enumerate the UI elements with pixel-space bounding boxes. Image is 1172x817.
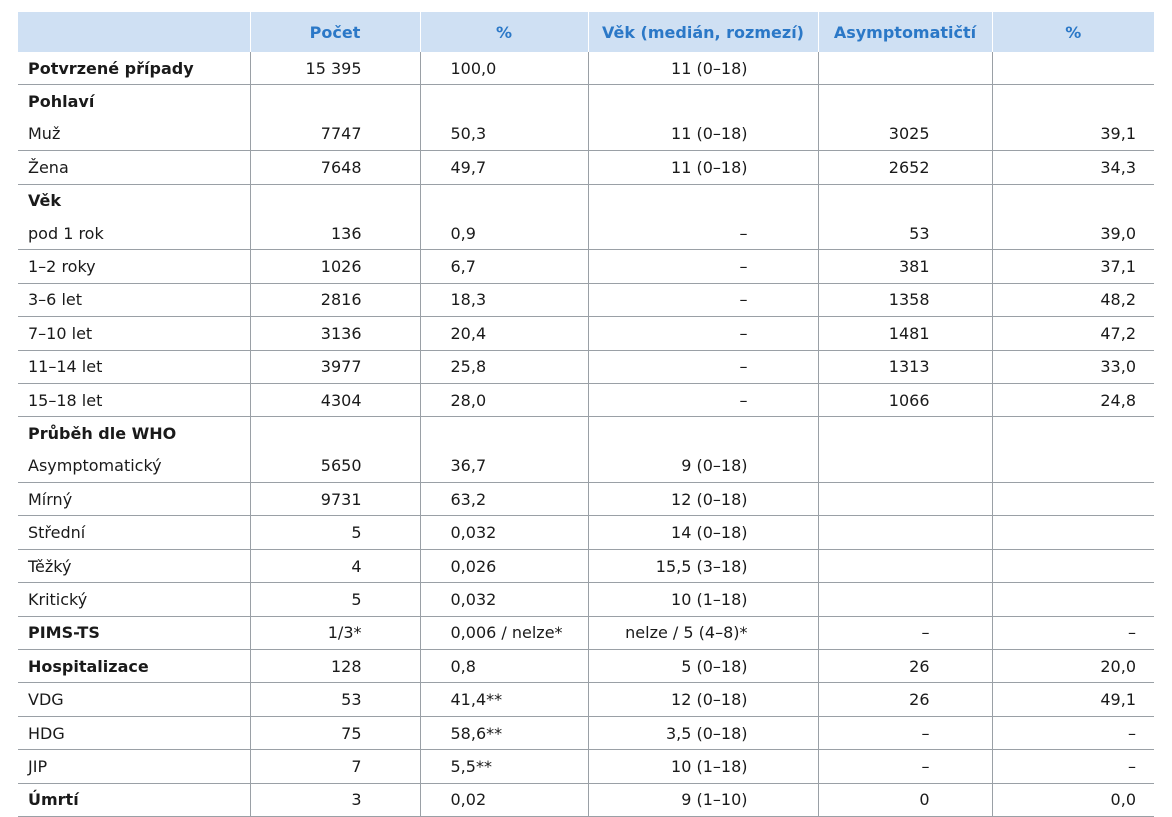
table-row [18, 616, 1154, 649]
table-row [18, 217, 1154, 250]
asymptomatic-cell [818, 417, 992, 450]
asymptomatic-percent-cell: 0,0 [992, 783, 1154, 816]
asymptomatic-cell: 2652 [818, 151, 992, 184]
count-cell: 4304 [250, 383, 420, 416]
table-row [18, 417, 1154, 450]
count-cell: 3 [250, 783, 420, 816]
percent-cell: 58,6** [420, 716, 588, 749]
table-row [18, 750, 1154, 783]
age-cell: 9 (0–18) [588, 450, 818, 483]
asymptomatic-percent-cell [992, 483, 1154, 516]
asymptomatic-cell [818, 549, 992, 582]
asymptomatic-percent-cell: 48,2 [992, 283, 1154, 316]
row-label: JIP [28, 756, 48, 776]
table-row [18, 317, 1154, 350]
percent-cell: 49,7 [420, 151, 588, 184]
asymptomatic-cell: – [818, 750, 992, 783]
asymptomatic-cell [818, 85, 992, 118]
percent-cell [420, 417, 588, 450]
count-cell: 5 [250, 583, 420, 616]
row-label: Potvrzené případy [28, 58, 194, 78]
table-row [18, 549, 1154, 582]
count-cell: 75 [250, 716, 420, 749]
age-cell: – [588, 350, 818, 383]
asymptomatic-percent-cell [992, 85, 1154, 118]
asymptomatic-percent-cell: 20,0 [992, 650, 1154, 683]
asymptomatic-cell: 26 [818, 650, 992, 683]
age-cell [588, 184, 818, 217]
row-label: 15–18 let [28, 390, 103, 410]
age-cell: 11 (0–18) [588, 118, 818, 151]
percent-cell: 0,032 [420, 516, 588, 549]
row-label: PIMS-TS [28, 623, 100, 643]
percent-cell [420, 184, 588, 217]
count-cell: 15 395 [250, 52, 420, 85]
asymptomatic-percent-cell: 34,3 [992, 151, 1154, 184]
age-cell [588, 85, 818, 118]
row-label: Průběh dle WHO [28, 423, 177, 443]
age-cell: 10 (1–18) [588, 750, 818, 783]
age-cell: 10 (1–18) [588, 583, 818, 616]
asymptomatic-percent-cell: 33,0 [992, 350, 1154, 383]
table-row [18, 85, 1154, 118]
row-label: Těžký [28, 556, 72, 576]
percent-cell: 0,032 [420, 583, 588, 616]
age-cell: 12 (0–18) [588, 683, 818, 716]
asymptomatic-cell [818, 450, 992, 483]
asymptomatic-percent-cell: 47,2 [992, 317, 1154, 350]
count-cell: 128 [250, 650, 420, 683]
count-cell: 3977 [250, 350, 420, 383]
count-cell: 5650 [250, 450, 420, 483]
asymptomatic-cell: – [818, 716, 992, 749]
count-cell: 1026 [250, 250, 420, 283]
percent-cell: 41,4** [420, 683, 588, 716]
asymptomatic-cell: – [818, 616, 992, 649]
age-cell: nelze / 5 (4–8)* [588, 616, 818, 649]
count-cell [250, 184, 420, 217]
percent-cell: 0,02 [420, 783, 588, 816]
table-row [18, 716, 1154, 749]
count-cell: 2816 [250, 283, 420, 316]
row-label: 3–6 let [28, 290, 83, 310]
asymptomatic-percent-cell: 37,1 [992, 250, 1154, 283]
asymptomatic-percent-cell [992, 52, 1154, 85]
row-label: pod 1 rok [28, 223, 104, 243]
header-percent: % [420, 12, 588, 52]
asymptomatic-cell: 1313 [818, 350, 992, 383]
asymptomatic-percent-cell [992, 583, 1154, 616]
header-row [18, 12, 1154, 52]
row-label: VDG [28, 690, 64, 710]
count-cell: 53 [250, 683, 420, 716]
table-row [18, 350, 1154, 383]
table-row [18, 683, 1154, 716]
count-cell: 7 [250, 750, 420, 783]
count-cell: 7747 [250, 118, 420, 151]
asymptomatic-cell: 1481 [818, 317, 992, 350]
asymptomatic-percent-cell [992, 549, 1154, 582]
asymptomatic-percent-cell [992, 516, 1154, 549]
percent-cell: 50,3 [420, 118, 588, 151]
row-label: Asymptomatický [28, 456, 162, 476]
row-label: Hospitalizace [28, 656, 149, 676]
asymptomatic-cell: 53 [818, 217, 992, 250]
asymptomatic-percent-cell: 24,8 [992, 383, 1154, 416]
age-cell: 3,5 (0–18) [588, 716, 818, 749]
age-cell [588, 417, 818, 450]
asymptomatic-percent-cell: 49,1 [992, 683, 1154, 716]
asymptomatic-cell: 381 [818, 250, 992, 283]
header-label [18, 12, 250, 52]
age-cell: 14 (0–18) [588, 516, 818, 549]
table-row [18, 483, 1154, 516]
table-row [18, 184, 1154, 217]
header-age: Věk (medián, rozmezí) [588, 12, 818, 52]
count-cell: 5 [250, 516, 420, 549]
asymptomatic-percent-cell: 39,0 [992, 217, 1154, 250]
count-cell: 1/3* [250, 616, 420, 649]
count-cell: 9731 [250, 483, 420, 516]
row-label: Kritický [28, 589, 88, 609]
table-row [18, 151, 1154, 184]
asymptomatic-percent-cell: – [992, 616, 1154, 649]
asymptomatic-cell [818, 516, 992, 549]
asymptomatic-percent-cell: – [992, 716, 1154, 749]
percent-cell: 0,026 [420, 549, 588, 582]
age-cell: – [588, 217, 818, 250]
age-cell: 15,5 (3–18) [588, 549, 818, 582]
age-cell: 11 (0–18) [588, 151, 818, 184]
row-label: Úmrtí [28, 790, 79, 810]
percent-cell: 36,7 [420, 450, 588, 483]
count-cell: 136 [250, 217, 420, 250]
row-label: Muž [28, 124, 61, 144]
age-cell: – [588, 383, 818, 416]
table-row [18, 583, 1154, 616]
percent-cell: 100,0 [420, 52, 588, 85]
percent-cell: 6,7 [420, 250, 588, 283]
row-label: Pohlaví [28, 92, 95, 112]
count-cell [250, 85, 420, 118]
asymptomatic-percent-cell [992, 417, 1154, 450]
table-row [18, 118, 1154, 151]
row-label: Věk [28, 191, 61, 211]
percent-cell: 0,9 [420, 217, 588, 250]
count-cell: 7648 [250, 151, 420, 184]
asymptomatic-cell [818, 184, 992, 217]
table-row [18, 52, 1154, 85]
age-cell: 11 (0–18) [588, 52, 818, 85]
table-row [18, 450, 1154, 483]
row-label: Mírný [28, 489, 73, 509]
count-cell [250, 417, 420, 450]
age-cell: 9 (1–10) [588, 783, 818, 816]
count-cell: 3136 [250, 317, 420, 350]
data-table-container [18, 12, 1154, 817]
statistics-table [18, 12, 1154, 817]
header-asymptomatic-percent: % [992, 12, 1154, 52]
percent-cell [420, 85, 588, 118]
table-header [18, 12, 1154, 52]
asymptomatic-cell: 3025 [818, 118, 992, 151]
age-cell: 12 (0–18) [588, 483, 818, 516]
percent-cell: 20,4 [420, 317, 588, 350]
row-label: Střední [28, 523, 86, 543]
row-label: 1–2 roky [28, 257, 96, 277]
percent-cell: 0,8 [420, 650, 588, 683]
row-label: Žena [28, 157, 69, 177]
table-body [18, 52, 1154, 816]
percent-cell: 5,5** [420, 750, 588, 783]
header-count: Počet [250, 12, 420, 52]
asymptomatic-percent-cell [992, 184, 1154, 217]
asymptomatic-cell: 26 [818, 683, 992, 716]
asymptomatic-cell [818, 483, 992, 516]
table-row [18, 250, 1154, 283]
asymptomatic-cell: 1066 [818, 383, 992, 416]
table-row [18, 383, 1154, 416]
asymptomatic-cell [818, 583, 992, 616]
asymptomatic-cell [818, 52, 992, 85]
asymptomatic-percent-cell: 39,1 [992, 118, 1154, 151]
asymptomatic-cell: 1358 [818, 283, 992, 316]
percent-cell: 63,2 [420, 483, 588, 516]
age-cell: 5 (0–18) [588, 650, 818, 683]
asymptomatic-percent-cell [992, 450, 1154, 483]
percent-cell: 0,006 / nelze* [420, 616, 588, 649]
percent-cell: 28,0 [420, 383, 588, 416]
row-label: 11–14 let [28, 357, 103, 377]
age-cell: – [588, 250, 818, 283]
asymptomatic-percent-cell: – [992, 750, 1154, 783]
count-cell: 4 [250, 549, 420, 582]
row-label: HDG [28, 723, 65, 743]
row-label: 7–10 let [28, 323, 93, 343]
table-row [18, 283, 1154, 316]
age-cell: – [588, 283, 818, 316]
percent-cell: 25,8 [420, 350, 588, 383]
asymptomatic-cell: 0 [818, 783, 992, 816]
table-row [18, 650, 1154, 683]
age-cell: – [588, 317, 818, 350]
header-asymptomatic: Asymptomatičtí [818, 12, 992, 52]
percent-cell: 18,3 [420, 283, 588, 316]
table-row [18, 516, 1154, 549]
